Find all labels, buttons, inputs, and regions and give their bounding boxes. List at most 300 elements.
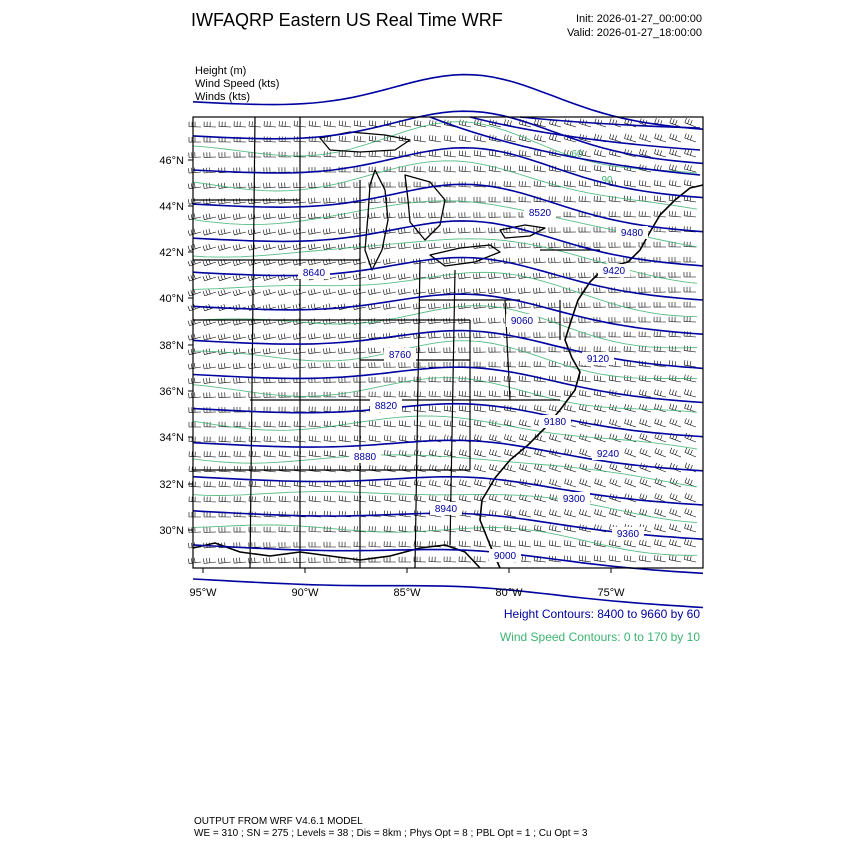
wind-barb (309, 542, 321, 547)
wind-barb (219, 496, 231, 502)
wind-barb (684, 389, 696, 397)
wind-barb (204, 497, 216, 503)
wind-barb (610, 478, 621, 487)
wind-barb (519, 332, 531, 337)
wind-barb (685, 524, 697, 532)
wind-barb (565, 119, 577, 127)
wind-barb (368, 273, 381, 279)
wind-barb (459, 464, 471, 472)
wind-speed-contours-legend: Wind Speed Contours: 0 to 170 by 10 (499, 630, 700, 644)
wind-barb (459, 449, 471, 457)
wind-barb (489, 362, 501, 367)
wind-barb (189, 393, 201, 398)
wind-barb (684, 180, 696, 187)
wind-barb (338, 289, 351, 295)
wind-barb (264, 436, 276, 442)
wind-barb (384, 151, 396, 157)
wind-barb (189, 422, 201, 427)
wind-barb (429, 495, 441, 502)
wind-barb (369, 392, 381, 398)
wind-barb (264, 466, 276, 472)
wind-barb (249, 436, 261, 442)
wind-barb (580, 479, 591, 488)
wind-barb (444, 495, 456, 502)
wind-barb (534, 165, 546, 172)
wind-barb (384, 557, 396, 562)
wind-barb (520, 464, 532, 472)
wind-barb (519, 509, 531, 517)
wind-barb (279, 557, 291, 563)
wind-barb (519, 150, 531, 157)
wind-barb (625, 448, 636, 457)
wind-barb (684, 257, 696, 262)
wind-barb (188, 214, 201, 220)
wind-barb (384, 495, 396, 502)
wind-barb (384, 450, 396, 457)
wind-barb (263, 198, 276, 204)
wind-barb (594, 196, 606, 202)
lon-tick-label: 80°W (495, 587, 523, 599)
wind-barb (384, 480, 396, 487)
wind-barb (549, 540, 561, 547)
wind-barb (579, 181, 591, 188)
wind-barb (504, 376, 516, 382)
wind-barb (263, 348, 276, 354)
wind-barb (218, 363, 231, 369)
wind-barb (444, 464, 456, 472)
wind-barb (204, 437, 216, 443)
wind-barb (278, 348, 291, 354)
wind-barb (579, 273, 591, 278)
wind-barb (655, 134, 666, 143)
footer-settings: WE = 310 ; SN = 275 ; Levels = 38 ; Dis = 8km ; Phys Opt = 8 ; PBL Opt = 1 ; Cu Opt = 3 (194, 828, 588, 839)
wind-barb (414, 213, 426, 219)
wind-barb (338, 333, 351, 339)
wind-barb (264, 451, 276, 457)
wind-barb (625, 478, 636, 487)
wind-barb (669, 211, 681, 217)
wind-barb (323, 348, 336, 354)
wind-barb (459, 120, 471, 127)
footer-model: OUTPUT FROM WRF V4.6.1 MODEL (194, 816, 363, 827)
wind-barb (309, 198, 322, 204)
wind-barb (189, 466, 201, 472)
wind-barb (399, 557, 411, 562)
wind-barb (188, 334, 201, 340)
wind-barb (339, 348, 352, 354)
wind-barb (595, 509, 607, 517)
height-contour (193, 184, 703, 231)
wind-barb (429, 557, 441, 562)
wind-barb (670, 463, 681, 472)
wind-barb (625, 419, 637, 427)
wind-barb (278, 333, 291, 339)
wind-barb (189, 137, 201, 142)
wind-barb (610, 119, 621, 128)
wind-barb (369, 377, 381, 382)
wind-barb (278, 244, 291, 250)
wind-barb (248, 289, 261, 296)
wind-barb (384, 510, 396, 517)
wind-barb (534, 434, 546, 442)
wind-barb (324, 465, 336, 472)
lon-tick-label: 75°W (597, 587, 625, 599)
wind-barb (279, 436, 291, 442)
wind-barb (549, 196, 561, 202)
wind-barb (564, 212, 576, 217)
wind-barb (458, 288, 471, 294)
height-label: 9000 (493, 551, 517, 562)
wind-barb (624, 332, 636, 337)
wind-barb (383, 288, 396, 294)
lat-tick-label: 44°N (159, 201, 184, 213)
wind-barb (670, 149, 682, 157)
wind-barb (670, 418, 681, 427)
lat-tick-label: 42°N (159, 247, 184, 259)
wind-barb (219, 481, 231, 487)
height-label: 8880 (353, 452, 377, 463)
wind-barb (234, 378, 246, 384)
wind-barb (564, 227, 576, 232)
wind-barb (564, 540, 576, 547)
wind-barb (203, 289, 216, 296)
wind-barb (204, 558, 217, 564)
great-lake-outline (365, 170, 388, 270)
wind-barb (639, 317, 651, 322)
wind-barb (519, 540, 531, 547)
wind-barb (624, 211, 636, 217)
wind-barb (263, 229, 276, 235)
wind-barb (339, 465, 351, 472)
wind-barb (579, 375, 591, 382)
wind-barb (669, 257, 681, 262)
wind-barb (309, 421, 321, 427)
wind-barb (534, 258, 546, 264)
wind-barb (339, 136, 351, 142)
wind-barb (204, 378, 217, 384)
wind-barb (218, 213, 231, 219)
wind-barb (309, 436, 321, 442)
wind-barb (369, 136, 381, 142)
wind-barb (639, 242, 651, 247)
wind-barb (549, 509, 561, 517)
wind-barb (639, 211, 651, 217)
wind-barb (189, 378, 202, 384)
wind-barb (444, 480, 456, 488)
wind-barb (414, 420, 426, 427)
wind-barb (278, 228, 291, 234)
wind-barb (639, 287, 651, 292)
wind-barb (549, 242, 561, 247)
wind-barb (188, 558, 201, 564)
wind-barb (398, 243, 411, 249)
wind-barb (550, 434, 562, 442)
wind-barb (414, 362, 426, 367)
wind-barb (654, 242, 666, 247)
wind-barb (504, 541, 516, 548)
height-label: 9300 (562, 494, 586, 505)
wind-barb (654, 539, 666, 547)
wind-barb (639, 332, 651, 338)
wind-barb (654, 346, 666, 352)
wind-barb (384, 362, 396, 367)
wind-barb (264, 121, 276, 127)
wind-barb (459, 420, 471, 427)
wind-barb (323, 228, 336, 234)
wind-barb (640, 463, 651, 472)
wind-barb (309, 406, 321, 412)
wind-barb (459, 333, 471, 339)
wind-barb (384, 420, 396, 427)
wind-barb (654, 555, 666, 562)
wind-barb (654, 302, 666, 307)
wind-barb (383, 258, 396, 264)
wind-barb (189, 497, 201, 502)
wind-barb (234, 466, 246, 472)
wind-barb (203, 244, 216, 251)
wind-barb (219, 451, 231, 457)
wind-barb (384, 526, 396, 532)
wind-barb (684, 539, 696, 547)
wind-barb (428, 243, 441, 249)
wind-barb (519, 181, 531, 187)
wind-barb (218, 289, 231, 296)
wind-barb (279, 198, 292, 204)
lat-tick-label: 34°N (159, 432, 184, 444)
wind-barb (504, 243, 516, 249)
wind-barb (279, 121, 291, 127)
wind-barb (580, 463, 591, 472)
wind-barb (670, 524, 682, 532)
wind-barb (279, 527, 291, 532)
wind-barb (519, 525, 531, 532)
wind-barb (339, 496, 351, 503)
wind-barb (624, 180, 636, 187)
wind-barb (429, 166, 441, 172)
wind-barb (504, 135, 516, 142)
wind-barb (670, 448, 681, 457)
wind-barb (279, 167, 291, 172)
wind-barb (579, 555, 591, 562)
wind-barb (624, 375, 636, 382)
wind-barb (669, 539, 681, 547)
wind-barb (263, 289, 276, 296)
wind-barb (594, 302, 606, 307)
wind-barb (489, 494, 501, 502)
wind-barb (234, 152, 246, 157)
wind-barb (549, 227, 561, 232)
wind-barb (369, 348, 381, 354)
wind-barb (474, 347, 486, 352)
wind-barb (624, 302, 636, 307)
wind-barb (459, 479, 471, 487)
wind-barb (188, 274, 201, 281)
wind-barb (444, 212, 456, 217)
wind-barb (414, 406, 426, 412)
wind-barb (324, 450, 336, 457)
wind-barb (624, 555, 636, 562)
wind-barb (324, 198, 336, 204)
wind-barb (504, 362, 516, 368)
wind-barb (308, 348, 321, 354)
wind-barb (264, 527, 276, 532)
wind-barb (669, 287, 681, 292)
wind-barb (609, 346, 621, 352)
wind-barb (474, 449, 486, 457)
lat-tick-label: 32°N (159, 479, 184, 491)
wind-barb (383, 303, 396, 309)
wind-barb (640, 478, 651, 487)
height-contours-legend: Height Contours: 8400 to 9660 by 60 (503, 607, 700, 621)
wind-barb (384, 182, 396, 187)
wind-barb (383, 273, 396, 279)
wind-barb (640, 419, 651, 427)
wind-barb (354, 120, 366, 127)
wind-barb (474, 212, 486, 217)
height-label: 9420 (602, 266, 626, 277)
wind-barb (444, 362, 456, 367)
wind-barb (234, 451, 246, 457)
wind-barb (189, 152, 201, 157)
wind-barb (263, 244, 276, 250)
wind-barb (309, 152, 321, 158)
wind-barb (218, 334, 231, 340)
wind-barb (429, 391, 441, 397)
wind-barb (639, 302, 651, 307)
lat-tick-label: 38°N (159, 340, 184, 352)
height-contour (193, 579, 703, 608)
wind-barb (263, 333, 276, 339)
wind-barb (655, 404, 667, 412)
wind-barb (233, 213, 246, 219)
wind-barb (655, 509, 666, 518)
wind-barb (655, 524, 667, 532)
wind-barb (233, 229, 246, 235)
wind-barb (624, 317, 636, 322)
wind-barb (534, 540, 546, 547)
wind-barb (204, 481, 216, 487)
wind-barb (549, 317, 561, 322)
wind-barb (684, 302, 696, 307)
wind-barb (684, 164, 696, 172)
wind-barb (519, 376, 531, 382)
wind-barb (594, 165, 606, 172)
wind-barb (684, 346, 696, 352)
wind-barb (339, 435, 351, 442)
height-contour (193, 148, 703, 198)
wind-barb (234, 527, 246, 532)
wind-barb (458, 273, 471, 279)
wind-barb (489, 212, 501, 217)
wind-barb (684, 360, 696, 367)
wind-barb (219, 558, 232, 564)
state-boundary (415, 260, 420, 568)
wind-barb (279, 542, 291, 547)
wind-barb (564, 405, 576, 413)
wind-barb (640, 448, 651, 457)
wind-barb (685, 118, 696, 127)
wind-barb (489, 464, 501, 472)
wind-barb (279, 451, 291, 457)
wind-barb (369, 421, 381, 428)
wind-barb (580, 449, 591, 458)
wind-barb (489, 391, 501, 398)
wind-barb (654, 196, 666, 203)
wind-barb (639, 404, 651, 412)
wind-barb (594, 332, 606, 337)
wind-barb (655, 419, 666, 428)
wind-barb (234, 422, 246, 427)
wind-barb (204, 122, 216, 127)
wind-barb (399, 526, 411, 532)
wind-barb (188, 363, 201, 369)
wind-barb (249, 422, 261, 428)
wind-barb (279, 466, 291, 472)
wind-barb (399, 450, 411, 457)
lon-tick-label: 85°W (393, 587, 421, 599)
wind-barb (189, 512, 201, 517)
wind-barb (248, 244, 261, 250)
wind-barb (625, 493, 636, 502)
wind-barb (248, 198, 261, 204)
wind-barb (488, 273, 501, 279)
wind-barb (670, 493, 681, 502)
wind-barb (669, 317, 681, 322)
wind-barb (323, 333, 336, 339)
wind-barb (264, 167, 276, 172)
wind-barb (610, 434, 621, 443)
wind-barb (443, 243, 456, 249)
wind-barb (399, 465, 411, 472)
wind-barb (219, 378, 232, 384)
height-label: 9060 (510, 316, 534, 327)
wind-barb (218, 198, 231, 204)
wind-barb (324, 496, 336, 502)
wind-barb (188, 183, 201, 189)
wind-barb (459, 166, 471, 172)
wind-barb (624, 404, 636, 412)
wind-barb (474, 479, 486, 487)
wind-barb (655, 149, 667, 157)
wind-barb (248, 363, 261, 369)
wind-barb (519, 288, 532, 294)
wind-barb (669, 302, 681, 307)
wind-barb (384, 435, 396, 442)
wind-barb (309, 496, 321, 502)
wind-barb (384, 465, 396, 472)
wind-barb (308, 228, 321, 234)
valid-time: Valid: 2026-01-27_18:00:00 (567, 27, 702, 39)
wind-barb (234, 481, 246, 487)
wind-barb (339, 363, 351, 368)
wind-barb (234, 436, 246, 442)
wind-barb (248, 334, 261, 340)
wind-barb (654, 317, 666, 322)
wind-barb (339, 542, 351, 547)
wind-barb (640, 433, 651, 442)
wind-barb (654, 180, 666, 187)
wind-barb (685, 508, 696, 517)
wind-barb (669, 389, 681, 397)
wind-barb (279, 421, 291, 427)
wind-barb (579, 390, 591, 397)
wind-barb (309, 451, 321, 458)
wind-barb (429, 420, 441, 427)
wind-barb (414, 557, 426, 562)
lat-tick-label: 30°N (159, 525, 184, 537)
wind-barb (264, 496, 276, 502)
wind-barb (264, 481, 276, 487)
